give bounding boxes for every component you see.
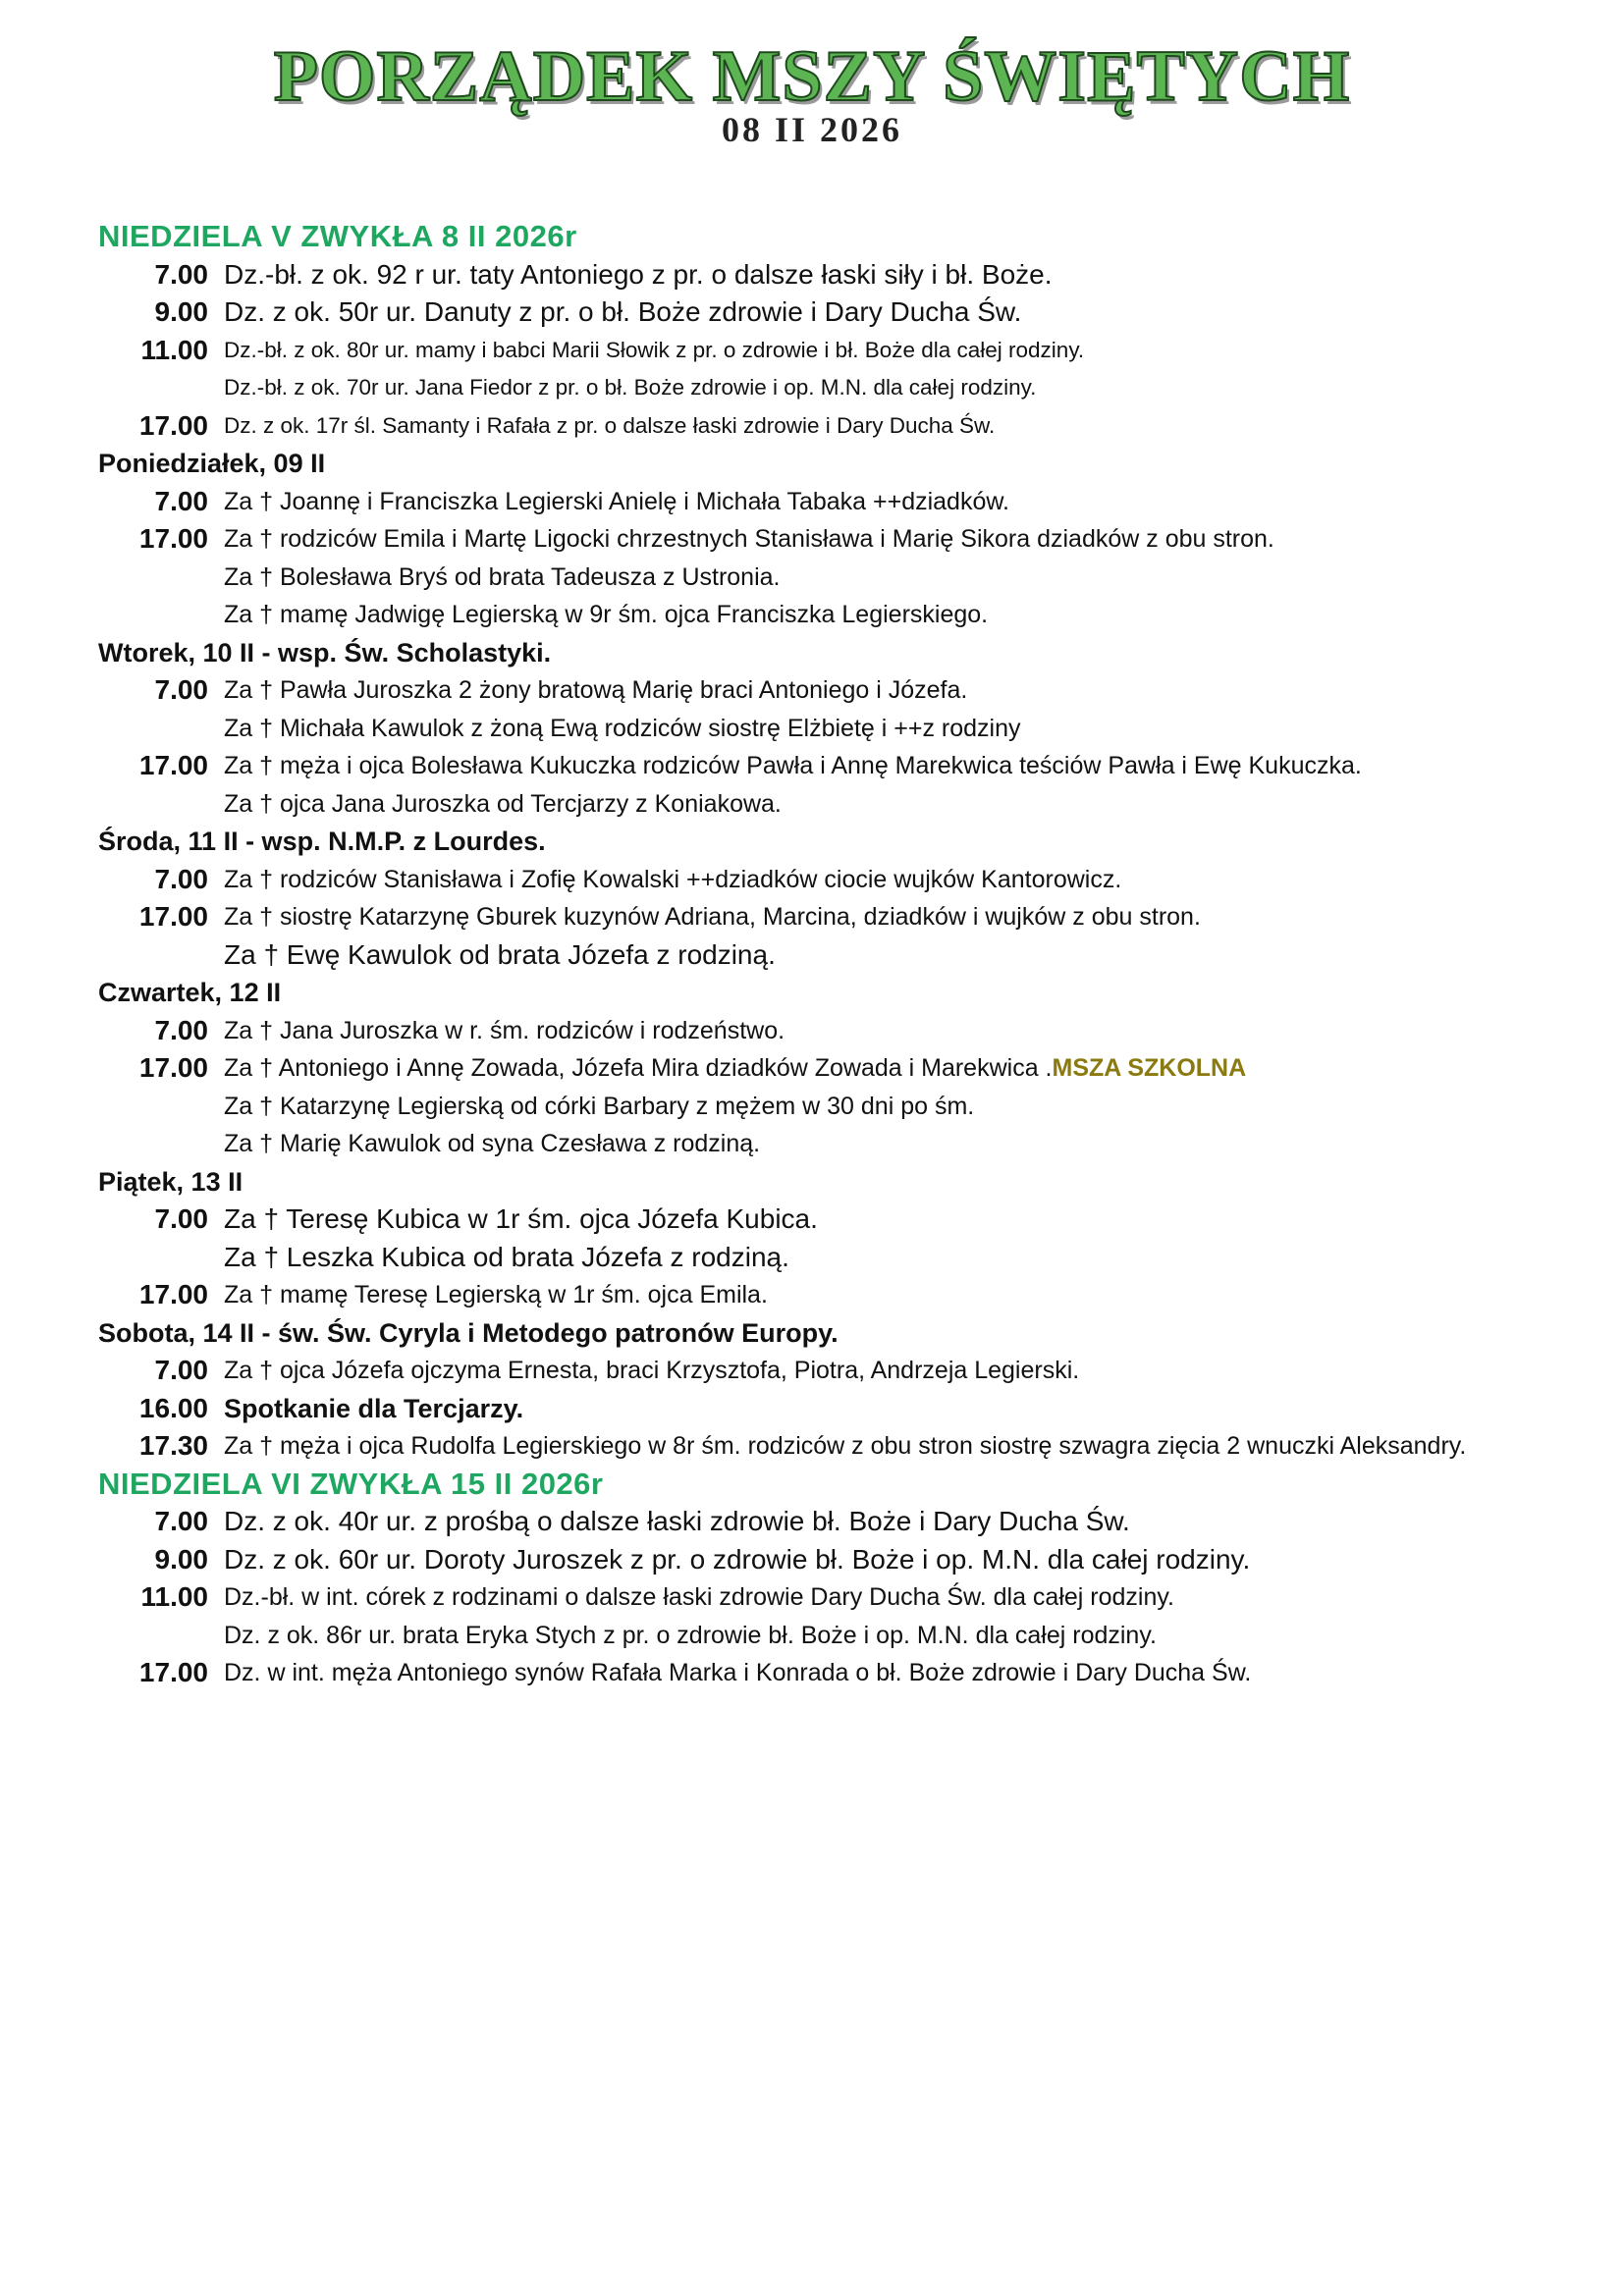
mass-entry [98, 332, 1571, 370]
mass-entry [98, 256, 1571, 294]
mass-intention: Za † siostrę Katarzynę Gburek kuzynów Adriana, Marcina, dziadków i wujków z obu stron. [224, 903, 1201, 931]
mass-entry [98, 1390, 1571, 1428]
mass-entry [98, 898, 1571, 936]
mass-time: 7.00 [154, 258, 208, 290]
mass-entry [98, 1578, 1571, 1617]
mass-time: 11.00 [140, 334, 208, 365]
mass-intention: Dz.-bł. z ok. 92 r ur. taty Antoniego z pr. o dalsze łaski siły i bł. Boże. [224, 258, 1053, 290]
mass-time: 17.00 [138, 1279, 208, 1309]
mass-intention: Dz. w int. męża Antoniego synów Rafała Marka i Konrada o bł. Boże zdrowie i Dary Ducha Św. [224, 1659, 1252, 1686]
mass-time [98, 1125, 224, 1163]
mass-entry [98, 1541, 1571, 1579]
mass-intention: Za † Michała Kawulok z żoną Ewą rodziców siostrę Elżbietę i ++z rodziny [224, 714, 1021, 742]
mass-entry [98, 861, 1571, 899]
mass-entry [98, 1427, 1571, 1466]
mass-intention: Dz. z ok. 86r ur. brata Eryka Stych z pr. o zdrowie bł. Boże i op. M.N. dla całej rodziny. [224, 1621, 1157, 1649]
mass-intention: Za † ojca Józefa ojczyma Ernesta, braci Krzysztofa, Piotra, Andrzeja Legierski. [224, 1357, 1080, 1384]
mass-schedule [98, 218, 1571, 1692]
mass-intention: Za † męża i ojca Rudolfa Legierskiego w 8r śm. rodziców z obu stron siostrę szwagra zięcia 2 wnuczki Aleksandry. [224, 1432, 1467, 1460]
mass-time: 11.00 [140, 1581, 208, 1612]
mass-intention: Za † Antoniego i Annę Zowada, Józefa Mira dziadków Zowada i Marekwica . [224, 1054, 1053, 1082]
mass-time: 17.00 [138, 750, 208, 780]
mass-entry [98, 1503, 1571, 1541]
mass-entry [98, 520, 1571, 559]
mass-time [98, 936, 224, 975]
mass-entry [98, 294, 1571, 332]
mass-intention: Dz. z ok. 17r śl. Samanty i Rafała z pr. o dalsze łaski zdrowie i Dary Ducha Św. [224, 412, 996, 438]
mass-entry [98, 1012, 1571, 1050]
mass-entry [98, 1276, 1571, 1314]
mass-intention: Za † Teresę Kubica w 1r śm. ojca Józefa Kubica. [224, 1203, 818, 1234]
mass-entry [98, 785, 1571, 824]
mass-entry [98, 1617, 1571, 1655]
mass-time: 7.00 [154, 863, 208, 894]
mass-intention: Za † męża i ojca Bolesława Kukuczka rodziców Pawła i Annę Marekwica teściów Pawła i Ewę Kukuczka. [224, 752, 1362, 779]
mass-note: MSZA SZKOLNA [1052, 1054, 1247, 1082]
mass-time [98, 710, 224, 748]
mass-intention: Dz.-bł. w int. córek z rodzinami o dalsze łaski zdrowie Dary Ducha Św. dla całej rodziny. [224, 1583, 1174, 1611]
mass-intention: Za † rodziców Stanisława i Zofię Kowalski ++dziadków ciocie wujków Kantorowicz. [224, 865, 1122, 893]
mass-intention: Dz. z ok. 50r ur. Danuty z pr. o bł. Boże zdrowie i Dary Ducha Św. [224, 296, 1022, 327]
page-header [0, 37, 1624, 147]
mass-intention: Za † Joannę i Franciszka Legierski Anielę i Michała Tabaka ++dziadków. [224, 487, 1009, 515]
mass-intention: Za † Pawła Juroszka 2 żony bratową Marię braci Antoniego i Józefa. [224, 676, 968, 704]
mass-time: 17.00 [138, 1052, 208, 1083]
mass-entry [98, 936, 1571, 975]
mass-time [98, 1617, 224, 1655]
mass-time: 17.30 [138, 1430, 208, 1461]
mass-entry [98, 1654, 1571, 1692]
day-heading: Piątek, 13 II [98, 1166, 244, 1197]
day-heading: NIEDZIELA VI ZWYKŁA 15 II 2026r [98, 1466, 604, 1501]
mass-time: 7.00 [154, 1203, 208, 1234]
mass-intention: Dz.-bł. z ok. 70r ur. Jana Fiedor z pr. o bł. Boże zdrowie i op. M.N. dla całej rodziny. [224, 375, 1037, 400]
mass-entry [98, 596, 1571, 634]
page-date: 08 II 2026 [721, 110, 903, 149]
mass-time: 16.00 [138, 1392, 208, 1423]
day-heading: Czwartek, 12 II [98, 978, 282, 1007]
day-heading: Wtorek, 10 II - wsp. Św. Scholastyki. [98, 637, 552, 667]
mass-intention: Za † Ewę Kawulok od brata Józefa z rodziną. [224, 938, 776, 970]
mass-intention: Za † Bolesława Bryś od brata Tadeusza z Ustronia. [224, 562, 781, 591]
mass-entry [98, 407, 1571, 446]
mass-intention: Dz. z ok. 40r ur. z prośbą o dalsze łaski zdrowie bł. Boże i Dary Ducha Św. [224, 1506, 1130, 1536]
mass-time: 17.00 [138, 409, 208, 441]
mass-entry [98, 369, 1571, 407]
mass-entry [98, 671, 1571, 710]
mass-intention: Za † mamę Teresę Legierską w 1r śm. ojca Emila. [224, 1281, 768, 1308]
mass-intention: Dz.-bł. z ok. 80r ur. mamy i babci Marii Słowik z pr. o zdrowie i bł. Boże dla całej rodziny. [224, 337, 1085, 362]
mass-intention: Za † mamę Jadwigę Legierską w 9r śm. ojca Franciszka Legierskiego. [224, 601, 989, 628]
mass-entry [98, 710, 1571, 748]
mass-intention: Za † Katarzynę Legierską od córki Barbary z mężem w 30 dni po śm. [224, 1092, 975, 1120]
mass-entry [98, 559, 1571, 597]
mass-entry [98, 1049, 1571, 1088]
mass-intention: Dz. z ok. 60r ur. Doroty Juroszek z pr. o zdrowie bł. Boże i op. M.N. dla całej rodziny. [224, 1543, 1251, 1575]
mass-intention: Za † rodziców Emila i Martę Ligocki chrzestnych Stanisława i Marię Sikora dziadków z obu stron. [224, 525, 1274, 553]
mass-intention: Spotkanie dla Tercjarzy. [224, 1393, 524, 1423]
day-heading: NIEDZIELA V ZWYKŁA 8 II 2026r [98, 219, 577, 253]
mass-entry [98, 1239, 1571, 1277]
mass-time: 7.00 [154, 1014, 208, 1045]
mass-time [98, 596, 224, 634]
mass-intention: Za † Leszka Kubica od brata Józefa z rodziną. [224, 1241, 789, 1272]
mass-time [98, 1088, 224, 1126]
day-heading: Sobota, 14 II - św. Św. Cyryla i Metodego patronów Europy. [98, 1317, 839, 1348]
mass-entry [98, 1088, 1571, 1126]
mass-time: 17.00 [138, 523, 208, 554]
mass-intention: Za † Jana Juroszka w r. śm. rodziców i rodzeństwo. [224, 1016, 785, 1044]
mass-time: 7.00 [154, 674, 208, 705]
day-heading: Środa, 11 II - wsp. N.M.P. z Lourdes. [98, 827, 546, 856]
mass-time [98, 785, 224, 824]
mass-entry [98, 1125, 1571, 1163]
mass-time [98, 559, 224, 597]
mass-time: 17.00 [138, 901, 208, 932]
mass-entry [98, 747, 1571, 785]
mass-entry [98, 483, 1571, 521]
mass-time: 9.00 [154, 296, 208, 327]
mass-time: 7.00 [154, 485, 208, 516]
mass-time: 9.00 [154, 1543, 208, 1575]
mass-intention: Za † ojca Jana Juroszka od Tercjarzy z Koniakowa. [224, 789, 782, 818]
mass-entry [98, 1352, 1571, 1390]
mass-time [98, 369, 224, 407]
mass-time: 17.00 [138, 1657, 208, 1687]
mass-time: 7.00 [154, 1506, 208, 1536]
page-title: PORZĄDEK MSZY ŚWIĘTYCH [273, 36, 1351, 117]
mass-time [98, 1239, 224, 1277]
mass-entry [98, 1201, 1571, 1239]
day-heading: Poniedziałek, 09 II [98, 449, 326, 478]
mass-intention: Za † Marię Kawulok od syna Czesława z rodziną. [224, 1130, 761, 1157]
mass-time: 7.00 [154, 1355, 208, 1385]
